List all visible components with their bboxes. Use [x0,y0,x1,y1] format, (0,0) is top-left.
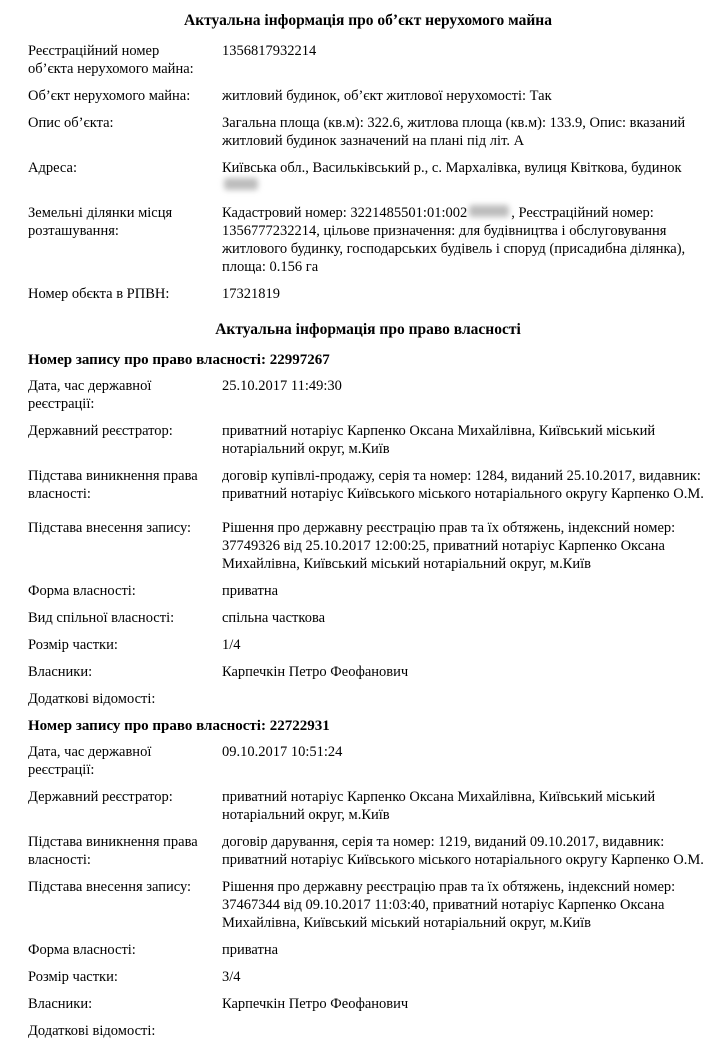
section-title: Актуальна інформація про право власності [215,321,521,338]
field-row [28,878,708,932]
value-text: 1/4 [222,637,241,653]
field-row [28,995,708,1013]
field-label: Розмір частки: [28,969,118,985]
redacted-text [224,178,258,190]
value-text: 3/4 [222,969,241,985]
field-row [28,788,708,824]
document-body [28,12,708,1040]
record-header: Номер запису про право власності: 22997267 [28,352,330,368]
field-label: Підстава виникнення права власності: [28,834,198,868]
value-text: Кадастровий номер: 3221485501:01:002 [222,205,468,221]
value-text: Карпечкін Петро Феофанович [222,996,409,1012]
value-text: 17321819 [222,286,280,302]
field-value [222,285,708,303]
field-row [28,833,708,869]
field-row [28,114,708,150]
field-value [222,878,708,932]
field-label: Власники: [28,664,93,680]
field-row [28,42,708,78]
field-value [222,788,708,824]
value-text: Київська обл., Васильківський р., с. Мархалівка, вулиця Квіткова, будинок [222,160,682,176]
field-label: Об’єкт нерухомого майна: [28,88,191,104]
value-text: приватний нотаріус Карпенко Оксана Михайлівна, Київський міський нотаріальний округ, м.Київ [222,423,656,457]
value-text: договір купівлі-продажу, серія та номер: 1284, виданий 25.10.2017, видавник: приватний нотаріус Київського міського нотаріального округу Карпенко О.М. [222,468,704,502]
field-value [222,941,708,959]
field-row [28,87,708,105]
field-label: Підстава внесення запису: [28,879,192,895]
field-label: Додаткові відомості: [28,691,156,707]
field-label: Підстава внесення запису: [28,520,192,536]
field-label: Державний реєстратор: [28,423,173,439]
value-text: Рішення про державну реєстрацію прав та їх обтяжень, індексний номер: 37749326 від 25.10.2017 12:00:25, приватний нотаріус Карпенко Оксана Михайлівна, Київський міський нотаріальний округ, м.Київ [222,520,676,572]
field-value [222,159,708,195]
field-value [222,663,708,681]
field-label: Земельні ділянки місця розташування: [28,205,173,239]
field-value [222,87,708,105]
field-label: Підстава виникнення права власності: [28,468,198,502]
field-value [222,609,708,627]
field-value [222,833,708,869]
field-value [222,1022,708,1040]
field-value [222,582,708,600]
field-label: Власники: [28,996,93,1012]
field-label: Додаткові відомості: [28,1023,156,1039]
field-row [28,690,708,708]
field-label: Форма власності: [28,583,136,599]
field-value [222,377,708,413]
value-text: 25.10.2017 11:49:30 [222,378,342,394]
value-text: договір дарування, серія та номер: 1219, виданий 09.10.2017, видавник: приватний нотаріус Київського міського нотаріального округу Карпенко О.М. [222,834,704,868]
field-row [28,285,708,303]
value-text: , Реєстраційний номер: 1356777232214, цільове призначення: для будівництва і обслуговування житлового будинку, господарських будівель і споруд (присадибна ділянка), площа: 0.156 га [222,205,686,275]
field-label: Форма власності: [28,942,136,958]
field-row [28,609,708,627]
field-value [222,968,708,986]
field-value [222,422,708,458]
field-value [222,995,708,1013]
field-row [28,519,708,573]
field-label: Розмір частки: [28,637,118,653]
field-row [28,743,708,779]
redacted-text [469,205,509,217]
value-text: Карпечкін Петро Феофанович [222,664,409,680]
value-text: Рішення про державну реєстрацію прав та їх обтяжень, індексний номер: 37467344 від 09.10.2017 11:03:40, приватний нотаріус Карпенко Оксана Михайлівна, Київський міський нотаріальний округ, м.Київ [222,879,676,931]
field-value [222,114,708,150]
value-text: 09.10.2017 10:51:24 [222,744,343,760]
record-header: Номер запису про право власності: 22722931 [28,718,330,734]
field-value [222,690,708,708]
field-value [222,204,708,276]
value-text: приватний нотаріус Карпенко Оксана Михайлівна, Київський міський нотаріальний округ, м.Київ [222,789,656,823]
section-title: Актуальна інформація про об’єкт нерухомого майна [184,12,552,29]
field-value [222,519,708,573]
field-value [222,42,708,78]
field-label: Дата, час державної реєстрації: [28,744,152,778]
field-value [222,636,708,654]
field-row [28,582,708,600]
field-label: Номер обєкта в РПВН: [28,286,170,302]
field-label: Дата, час державної реєстрації: [28,378,152,412]
field-row [28,377,708,413]
field-row [28,467,708,503]
value-text: 1356817932214 [222,43,317,59]
field-label: Вид спільної власності: [28,610,175,626]
field-row [28,941,708,959]
field-label: Адреса: [28,160,77,176]
value-text: житловий будинок, об’єкт житлової нерухомості: Так [222,88,552,104]
field-label: Державний реєстратор: [28,789,173,805]
field-value [222,743,708,779]
field-label: Реєстраційний номер об’єкта нерухомого майна: [28,43,194,77]
field-row [28,636,708,654]
value-text: спільна часткова [222,610,326,626]
value-text: приватна [222,942,279,958]
field-row [28,159,708,195]
field-row [28,663,708,681]
field-row [28,204,708,276]
field-row [28,422,708,458]
field-row [28,968,708,986]
field-row [28,1022,708,1040]
value-text: Загальна площа (кв.м): 322.6, житлова площа (кв.м): 133.9, Опис: вказаний житловий будинок зазначений на плані під літ. А [222,115,686,149]
field-label: Опис об’єкта: [28,115,114,131]
field-value [222,467,708,503]
value-text: приватна [222,583,279,599]
